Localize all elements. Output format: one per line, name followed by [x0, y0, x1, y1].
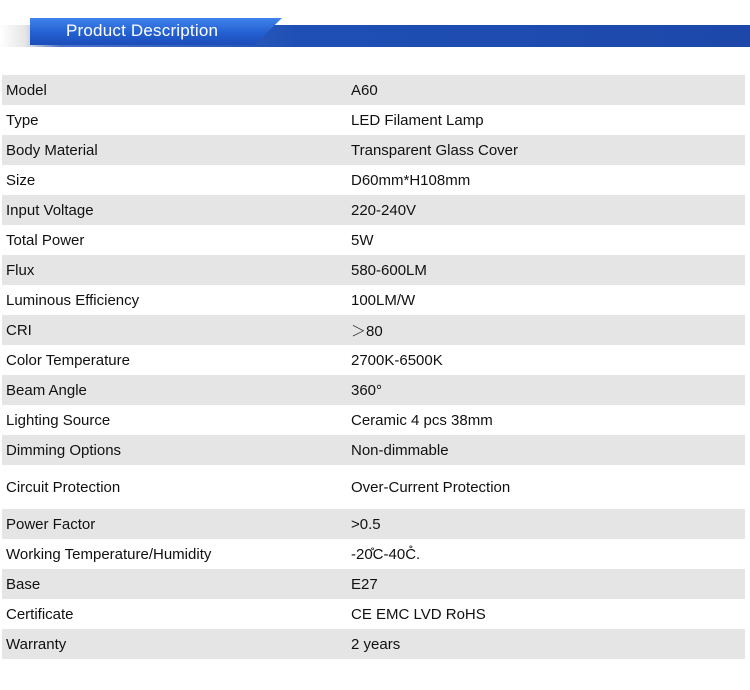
table-row [2, 75, 745, 105]
spec-label: Circuit Protection [2, 465, 347, 509]
spec-value: Ceramic 4 pcs 38mm [347, 405, 745, 435]
table-row [2, 569, 745, 599]
table-row [2, 375, 745, 405]
table-row [2, 599, 745, 629]
spec-value: 2700K-6500K [347, 345, 745, 375]
spec-value: ＞80 [347, 315, 745, 345]
spec-value: Transparent Glass Cover [347, 135, 745, 165]
table-row [2, 539, 745, 569]
table-row [2, 195, 745, 225]
spec-value: Over-Current Protection [347, 465, 745, 509]
spec-label: Warranty [2, 629, 347, 659]
spec-value: >0.5 [347, 509, 745, 539]
table-row [2, 225, 745, 255]
spec-label: Type [2, 105, 347, 135]
spec-label: Lighting Source [2, 405, 347, 435]
table-row [2, 255, 745, 285]
spec-label: Certificate [2, 599, 347, 629]
table-row [2, 629, 745, 659]
table-row [2, 135, 745, 165]
section-header [0, 18, 750, 48]
spec-value: 360° [347, 375, 745, 405]
spec-value: LED Filament Lamp [347, 105, 745, 135]
table-row [2, 465, 745, 509]
spec-label: Dimming Options [2, 435, 347, 465]
table-row [2, 405, 745, 435]
spec-value: 5W [347, 225, 745, 255]
section-title: Product Description [66, 21, 219, 40]
table-row [2, 285, 745, 315]
spec-value: D60mm*H108mm [347, 165, 745, 195]
spec-label: Model [2, 75, 347, 105]
spec-value: E27 [347, 569, 745, 599]
table-row [2, 435, 745, 465]
spec-label: Power Factor [2, 509, 347, 539]
spec-value: CE EMC LVD RoHS [347, 599, 745, 629]
spec-value: 220-240V [347, 195, 745, 225]
spec-label: Luminous Efficiency [2, 285, 347, 315]
spec-value: 580-600LM [347, 255, 745, 285]
spec-table [2, 75, 745, 659]
table-row [2, 509, 745, 539]
table-row [2, 315, 745, 345]
spec-value: -20̊C-40C̊. [347, 539, 745, 569]
spec-value: A60 [347, 75, 745, 105]
spec-value: 2 years [347, 629, 745, 659]
spec-label: Input Voltage [2, 195, 347, 225]
table-row [2, 105, 745, 135]
spec-label: Total Power [2, 225, 347, 255]
spec-label: CRI [2, 315, 347, 345]
spec-label: Working Temperature/Humidity [2, 539, 347, 569]
table-row [2, 345, 745, 375]
spec-label: Beam Angle [2, 375, 347, 405]
spec-label: Size [2, 165, 347, 195]
spec-label: Body Material [2, 135, 347, 165]
spec-label: Flux [2, 255, 347, 285]
spec-value: Non-dimmable [347, 435, 745, 465]
spec-value: 100LM/W [347, 285, 745, 315]
table-row [2, 165, 745, 195]
spec-label: Color Temperature [2, 345, 347, 375]
spec-label: Base [2, 569, 347, 599]
